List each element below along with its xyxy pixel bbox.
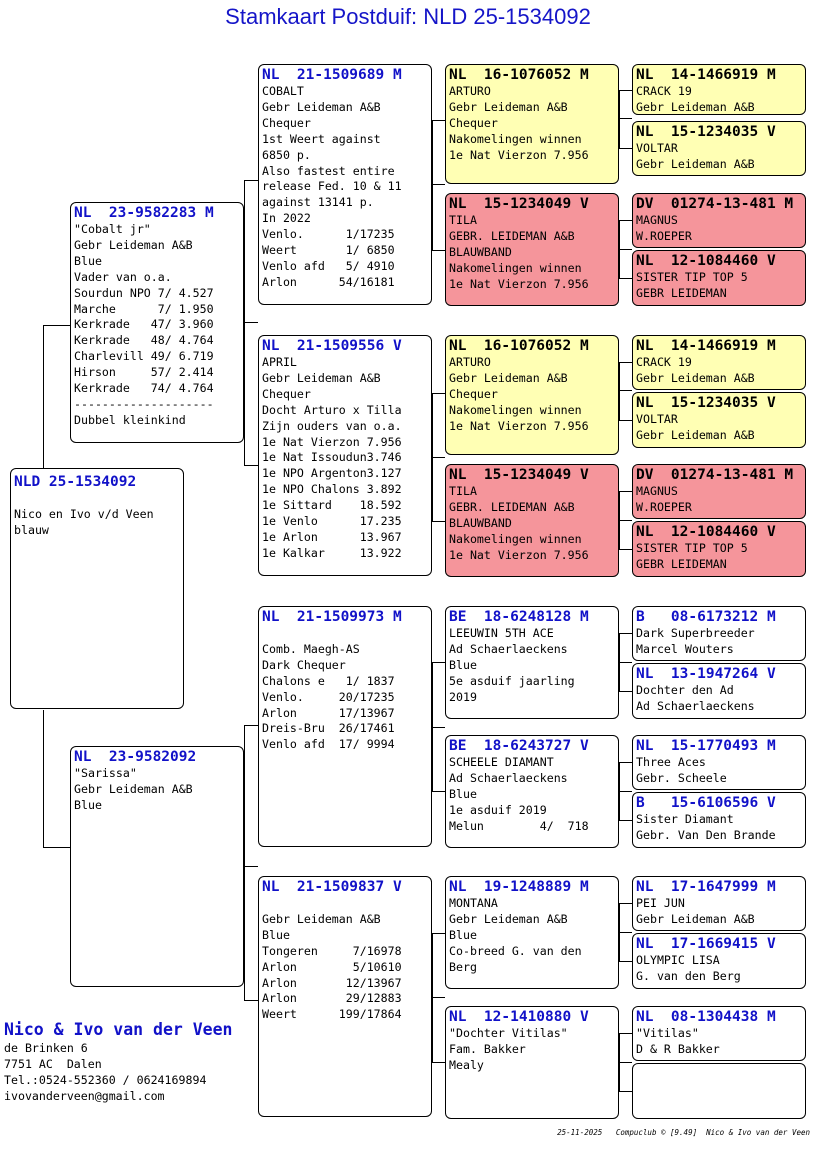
pigeon-info-line: Blue	[74, 253, 102, 268]
pigeon-info-line: "Vitilas"	[636, 1026, 699, 1040]
pigeon-ring-number: NL 15-1234035 V	[636, 124, 776, 140]
pigeon-info-line: Vader van o.a.	[74, 269, 172, 284]
connector-line	[43, 847, 71, 848]
pedigree-box-g10	[632, 663, 806, 719]
pigeon-info-line: Hirson 57/ 2.414	[74, 365, 214, 380]
pigeon-info-line: Nakomelingen winnen	[449, 402, 582, 417]
pigeon-info-line: MAGNUS	[636, 213, 678, 227]
pigeon-info-line: Comb. Maegh-AS	[262, 641, 360, 656]
pigeon-ring-number: DV 01274-13-481 M	[636, 196, 794, 212]
pigeon-info-line: release Fed. 10 & 11	[262, 179, 402, 194]
pigeon-ring-number: NL 15-1234049 V	[449, 467, 589, 483]
connector-line	[619, 662, 632, 663]
pigeon-info-line: 6850 p.	[262, 147, 311, 162]
pigeon-info-line	[262, 896, 428, 912]
pigeon-info-line: Dochter den Ad	[636, 683, 734, 697]
pedigree-box-g5	[632, 335, 806, 390]
pigeon-info-line: MONTANA	[449, 896, 498, 910]
pigeon-info-line: GEBR LEIDEMAN	[636, 556, 727, 571]
pigeon-info-line: ARTURO	[449, 84, 491, 98]
pigeon-info-line: 1e Venlo 17.235	[262, 514, 402, 529]
pigeon-ring-number: NL 19-1248889 M	[449, 879, 589, 895]
pedigree-box-dd	[258, 876, 432, 1117]
pigeon-info-line: Nakomelingen winnen	[449, 531, 582, 546]
pedigree-box-dds	[445, 876, 619, 989]
pigeon-ring-number: NL 12-1084460 V	[636, 253, 776, 269]
owner-name: Nico & Ivo van der Veen	[4, 1020, 233, 1039]
pedigree-box-g16	[632, 1063, 806, 1119]
pigeon-info-line: Gebr Leideman A&B	[636, 911, 755, 926]
pigeon-info-line: Docht Arturo x Tilla	[262, 402, 402, 417]
connector-line	[432, 933, 445, 934]
pigeon-info-line: against 13141 p.	[262, 195, 374, 210]
pigeon-info-line: Ad Schaerlaeckens	[449, 641, 568, 656]
pigeon-info-line: Gebr Leideman A&B	[449, 911, 568, 926]
connector-line	[432, 727, 445, 728]
pigeon-info-line: "Dochter Vitilas"	[449, 1026, 568, 1040]
pedigree-box-g8	[632, 521, 806, 577]
connector-line	[244, 1000, 258, 1001]
pigeon-info-line: In 2022	[262, 211, 311, 226]
pigeon-info-line: Co-breed G. van den	[449, 943, 582, 958]
pigeon-ring-number: NL 16-1076052 M	[449, 67, 589, 83]
pigeon-info-line: Melun 4/ 718	[449, 818, 589, 833]
pigeon-ring-number: NL 16-1076052 M	[449, 338, 589, 354]
pigeon-info-line: SCHEELE DIAMANT	[449, 755, 554, 769]
pigeon-info-line	[262, 626, 428, 642]
pedigree-box-dss	[445, 606, 619, 719]
pigeon-ring-number: NL 23-9582283 M	[74, 205, 214, 221]
pigeon-info-line: Dark Superbreeder	[636, 626, 755, 640]
pigeon-info-line: blauw	[14, 522, 49, 537]
connector-line	[619, 932, 632, 933]
pigeon-info-line: Blue	[262, 927, 290, 942]
pigeon-info-line: BLAUWBAND	[449, 244, 512, 259]
pigeon-info-line: GEBR LEIDEMAN	[636, 285, 727, 300]
connector-line	[244, 180, 258, 181]
pedigree-box-ss	[258, 64, 432, 305]
pigeon-info-line: Zijn ouders van o.a.	[262, 418, 402, 433]
connector-line	[43, 325, 44, 468]
connector-line	[619, 1062, 632, 1063]
pigeon-info-line: 1e Nat Vierzon 7.956	[449, 276, 589, 291]
connector-line	[619, 820, 632, 821]
pigeon-info-line: Arlon 29/12883	[262, 991, 402, 1006]
pigeon-ring-number: NL 17-1647999 M	[636, 879, 776, 895]
pigeon-ring-number: NL 12-1410880 V	[449, 1009, 589, 1025]
connector-line	[619, 90, 632, 91]
pigeon-ring-number: NL 17-1669415 V	[636, 936, 776, 952]
pigeon-info-line: 1e Nat Vierzon 7.956	[449, 418, 589, 433]
pedigree-box-dsd	[445, 735, 619, 848]
owner-phone: Tel.:0524-552360 / 0624169894	[4, 1073, 207, 1087]
pigeon-ring-number: NL 23-9582092	[74, 749, 197, 765]
pigeon-info-line: GEBR. LEIDEMAN A&B	[449, 228, 575, 243]
pigeon-info-line: Berg	[449, 959, 477, 974]
pigeon-info-line: Arlon 17/13967	[262, 705, 395, 720]
pigeon-ring-number: NL 21-1509973 M	[262, 609, 402, 625]
connector-line	[619, 903, 632, 904]
connector-line	[432, 120, 433, 250]
pigeon-info-line: 1e Nat Vierzon 7.956	[262, 434, 402, 449]
connector-line	[619, 1091, 632, 1092]
pigeon-info-line: Venlo afd 5/ 4910	[262, 258, 395, 273]
pedigree-box-g14	[632, 933, 806, 989]
pigeon-info-line: 1e Nat Issoudun3.746	[262, 450, 402, 465]
pigeon-info-line: "Sarissa"	[74, 766, 137, 780]
connector-line	[619, 762, 632, 763]
footer-credit: 25-11-2025 Compuclub © [9.49] Nico & Ivo van der Veen	[557, 1128, 810, 1137]
connector-line	[432, 393, 445, 394]
pigeon-info-line: Weert 199/17864	[262, 1007, 402, 1022]
pedigree-box-g11	[632, 735, 806, 790]
pigeon-info-line: TILA	[449, 213, 477, 227]
connector-line	[244, 725, 258, 726]
pigeon-ring-number: NL 14-1466919 M	[636, 338, 776, 354]
pigeon-ring-number: NL 08-1304438 M	[636, 1009, 776, 1025]
pigeon-info-line: Dubbel kleinkind	[74, 412, 186, 427]
pedigree-box-ddd	[445, 1006, 619, 1119]
connector-line	[43, 710, 44, 847]
pedigree-box-g12	[632, 792, 806, 848]
pigeon-info-line: Ad Schaerlaeckens	[449, 770, 568, 785]
pedigree-box-sds	[445, 335, 619, 455]
connector-line	[619, 90, 620, 148]
pigeon-info-line: SISTER TIP TOP 5	[636, 541, 748, 555]
pigeon-ring-number: NL 12-1084460 V	[636, 524, 776, 540]
pedigree-box-sire	[70, 202, 244, 443]
pedigree-box-g15	[632, 1006, 806, 1061]
pigeon-info-line: --------------------	[74, 396, 214, 411]
pigeon-ring-number: B 15-6106596 V	[636, 795, 776, 811]
pigeon-info-line: Blue	[449, 786, 477, 801]
connector-line	[619, 118, 632, 119]
pigeon-info-line: APRIL	[262, 355, 297, 369]
pigeon-info-line: 1e Nat Vierzon 7.956	[449, 547, 589, 562]
pigeon-ring-number: NLD 25-1534092	[14, 474, 137, 490]
pedigree-box-g4	[632, 250, 806, 306]
pigeon-info-line: Three Aces	[636, 755, 706, 769]
pigeon-info-line: COBALT	[262, 84, 304, 98]
connector-line	[619, 1033, 632, 1034]
pigeon-info-line: Gebr Leideman A&B	[74, 781, 193, 796]
connector-line	[619, 420, 632, 421]
pedigree-box-sss	[445, 64, 619, 184]
connector-line	[432, 184, 445, 185]
connector-line	[244, 465, 258, 466]
pigeon-info-line: Chalons e 1/ 1837	[262, 673, 395, 688]
pigeon-info-line: Chequer	[449, 386, 498, 401]
pigeon-info-line: Mealy	[449, 1057, 484, 1072]
pedigree-box-g13	[632, 876, 806, 931]
connector-line	[619, 362, 620, 420]
pigeon-info-line: Kerkrade 74/ 4.764	[74, 381, 214, 396]
pigeon-info-line: Chequer	[262, 386, 311, 401]
pigeon-info-line: Venlo. 20/17235	[262, 689, 395, 704]
pigeon-info-line: 1st Weert against	[262, 131, 381, 146]
pigeon-info-line: G. van den Berg	[636, 968, 741, 983]
pigeon-info-line: 1e Arlon 13.967	[262, 529, 402, 544]
pigeon-info-line: Ad Schaerlaeckens	[636, 698, 755, 713]
pigeon-ring-number: NL 13-1947264 V	[636, 666, 776, 682]
pigeon-info-line: Gebr Leideman A&B	[262, 911, 381, 926]
pigeon-ring-number: NL 21-1509689 M	[262, 67, 402, 83]
connector-line	[619, 491, 632, 492]
pigeon-ring-number: NL 14-1466919 M	[636, 67, 776, 83]
connector-line	[619, 220, 632, 221]
pigeon-info-line: 1e Sittard 18.592	[262, 498, 402, 513]
pigeon-info-line: Venlo. 1/17235	[262, 227, 395, 242]
pigeon-info-line: 5e asduif jaarling	[449, 673, 575, 688]
pigeon-info-line: D & R Bakker	[636, 1041, 720, 1056]
pedigree-box-dam	[70, 746, 244, 987]
pigeon-info-line: 1e asduif 2019	[449, 802, 547, 817]
pigeon-info-line: Gebr Leideman A&B	[636, 370, 755, 385]
connector-line	[619, 148, 632, 149]
pigeon-ring-number: BE 18-6248128 M	[449, 609, 589, 625]
pigeon-info-line: W.ROEPER	[636, 228, 692, 243]
connector-line	[619, 278, 632, 279]
connector-line	[244, 322, 258, 323]
pigeon-info-line: 1e Nat Vierzon 7.956	[449, 147, 589, 162]
pigeon-info-line: Blue	[449, 927, 477, 942]
pedigree-box-g7	[632, 464, 806, 519]
pedigree-box-g2	[632, 121, 806, 176]
pigeon-info-line: TILA	[449, 484, 477, 498]
connector-line	[619, 633, 632, 634]
pigeon-info-line: Gebr Leideman A&B	[449, 370, 568, 385]
pigeon-info-line: Nakomelingen winnen	[449, 260, 582, 275]
pigeon-info-line: Sister Diamant	[636, 812, 734, 826]
pigeon-info-line: Gebr Leideman A&B	[636, 156, 755, 171]
pigeon-info-line: VOLTAR	[636, 141, 678, 155]
pedigree-box-subject	[10, 468, 184, 709]
pigeon-info-line: Kerkrade 47/ 3.960	[74, 317, 214, 332]
pigeon-ring-number: BE 18-6243727 V	[449, 738, 589, 754]
pigeon-info-line: Kerkrade 48/ 4.764	[74, 333, 214, 348]
pigeon-info-line: Gebr Leideman A&B	[262, 99, 381, 114]
pigeon-info-line: SISTER TIP TOP 5	[636, 270, 748, 284]
pigeon-ring-number: NL 15-1234035 V	[636, 395, 776, 411]
pigeon-info-line: Blue	[449, 657, 477, 672]
pigeon-info-line: LEEUWIN 5TH ACE	[449, 626, 554, 640]
pigeon-info-line: Chequer	[449, 115, 498, 130]
pigeon-info-line: Also fastest entire	[262, 163, 395, 178]
owner-postcode: 7751 AC Dalen	[4, 1057, 102, 1071]
connector-line	[619, 961, 632, 962]
connector-line	[244, 866, 258, 867]
pigeon-info-line: Gebr Leideman A&B	[262, 370, 381, 385]
pigeon-ring-number: NL 21-1509837 V	[262, 879, 402, 895]
pigeon-info-line: Gebr Leideman A&B	[449, 99, 568, 114]
pigeon-info-line: CRACK 19	[636, 84, 692, 98]
connector-line	[244, 725, 245, 1000]
pigeon-info-line: 1e NPO Argenton3.127	[262, 466, 402, 481]
page-title: Stamkaart Postduif: NLD 25-1534092	[225, 4, 591, 29]
pigeon-info-line: Venlo afd 17/ 9994	[262, 737, 395, 752]
connector-line	[619, 520, 632, 521]
pigeon-ring-number: NL 21-1509556 V	[262, 338, 402, 354]
pedigree-box-ssd	[445, 193, 619, 306]
pigeon-info-line: Arlon 12/13967	[262, 975, 402, 990]
pigeon-info-line: Nakomelingen winnen	[449, 131, 582, 146]
pigeon-info-line: Marche 7/ 1.950	[74, 301, 214, 316]
pigeon-ring-number: B 08-6173212 M	[636, 609, 776, 625]
pedigree-box-sdd	[445, 464, 619, 577]
pedigree-box-g9	[632, 606, 806, 661]
pigeon-info-line: OLYMPIC LISA	[636, 953, 720, 967]
pigeon-info-line: GEBR. LEIDEMAN A&B	[449, 499, 575, 514]
pedigree-box-g3	[632, 193, 806, 248]
connector-line	[432, 457, 445, 458]
connector-line	[432, 997, 445, 998]
pigeon-info-line: Marcel Wouters	[636, 641, 734, 656]
pigeon-info-line: Gebr Leideman A&B	[636, 427, 755, 442]
pigeon-info-line: Fam. Bakker	[449, 1041, 526, 1056]
pigeon-info-line: CRACK 19	[636, 355, 692, 369]
pigeon-info-line	[14, 491, 180, 507]
pedigree-box-g1	[632, 64, 806, 115]
pigeon-info-line: Gebr. Van Den Brande	[636, 827, 776, 842]
connector-line	[619, 390, 632, 391]
pigeon-info-line: Blue	[74, 797, 102, 812]
connector-line	[432, 791, 445, 792]
pedigree-box-ds	[258, 606, 432, 847]
connector-line	[619, 249, 632, 250]
connector-line	[432, 250, 445, 251]
pigeon-info-line: 2019	[449, 689, 477, 704]
pedigree-box-sd	[258, 335, 432, 576]
connector-line	[619, 362, 632, 363]
pigeon-info-line: Weert 1/ 6850	[262, 243, 395, 258]
connector-line	[43, 325, 71, 326]
pigeon-info-line: Tongeren 7/16978	[262, 943, 402, 958]
pigeon-info-line: Dreis-Bru 26/17461	[262, 721, 395, 736]
connector-line	[619, 791, 632, 792]
pigeon-info-line: BLAUWBAND	[449, 515, 512, 530]
owner-address: de Brinken 6	[4, 1041, 88, 1055]
pigeon-info-line: W.ROEPER	[636, 499, 692, 514]
pigeon-info-line: Gebr Leideman A&B	[74, 237, 193, 252]
pigeon-info-line: Charlevill 49/ 6.719	[74, 349, 214, 364]
connector-line	[432, 1062, 445, 1063]
pigeon-info-line: Sourdun NPO 7/ 4.527	[74, 285, 214, 300]
pigeon-info-line: VOLTAR	[636, 412, 678, 426]
pigeon-info-line: Dark Chequer	[262, 657, 346, 672]
pigeon-ring-number: NL 15-1234049 V	[449, 196, 589, 212]
connector-line	[432, 120, 445, 121]
connector-line	[619, 549, 632, 550]
pigeon-info-line: MAGNUS	[636, 484, 678, 498]
pigeon-ring-number: NL 15-1770493 M	[636, 738, 776, 754]
pigeon-info-line: PEI JUN	[636, 896, 685, 910]
pigeon-info-line: Gebr. Scheele	[636, 770, 727, 785]
connector-line	[432, 662, 445, 663]
pigeon-info-line: Chequer	[262, 115, 311, 130]
pigeon-info-line: 1e Kalkar 13.922	[262, 545, 402, 560]
pigeon-info-line: 1e NPO Chalons 3.892	[262, 482, 402, 497]
pedigree-box-g6	[632, 392, 806, 448]
pigeon-info-line: ARTURO	[449, 355, 491, 369]
pigeon-ring-number: DV 01274-13-481 M	[636, 467, 794, 483]
pigeon-info-line: "Cobalt jr"	[74, 222, 151, 236]
pigeon-info-line: Gebr Leideman A&B	[636, 99, 755, 114]
owner-block	[4, 1020, 232, 1104]
connector-line	[432, 521, 445, 522]
pigeon-info-line: Arlon 5/10610	[262, 959, 402, 974]
pigeon-info-line: Nico en Ivo v/d Veen	[14, 506, 154, 521]
connector-line	[619, 691, 632, 692]
owner-email: ivovanderveen@gmail.com	[4, 1089, 165, 1103]
pigeon-info-line: Arlon 54/16181	[262, 274, 395, 289]
